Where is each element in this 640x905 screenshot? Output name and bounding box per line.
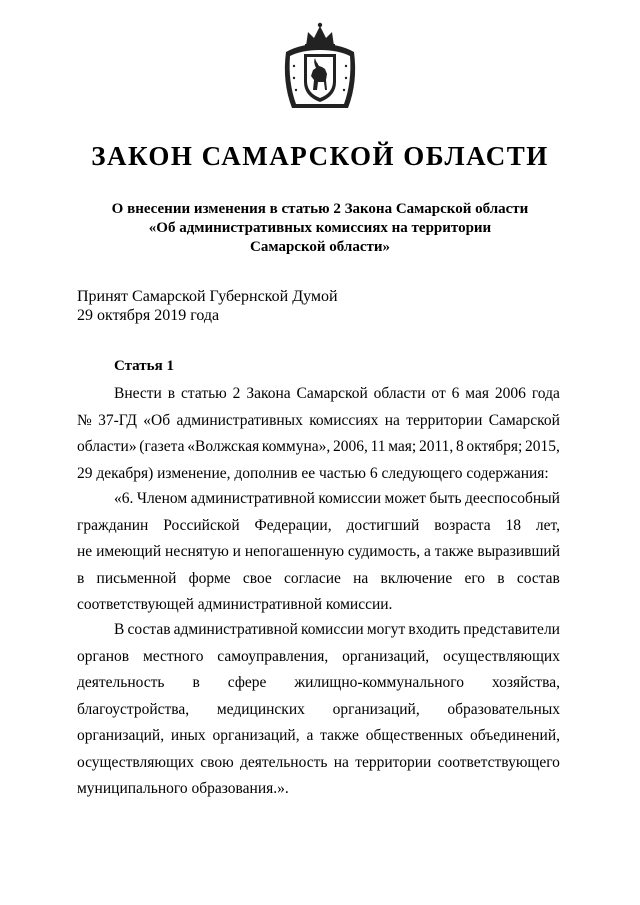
word: организаций, bbox=[77, 727, 165, 744]
article-paragraph-3 bbox=[77, 617, 560, 803]
law-subtitle bbox=[0, 200, 640, 257]
word: организаций, bbox=[332, 700, 420, 718]
article-paragraph-1 bbox=[77, 381, 560, 487]
word: сфере bbox=[227, 674, 267, 691]
word: а bbox=[306, 727, 314, 744]
text-line bbox=[77, 381, 560, 408]
word: (газета bbox=[139, 438, 185, 455]
word: комиссиях bbox=[309, 411, 379, 429]
word: самоуправления, bbox=[217, 647, 329, 665]
word: 37-ГД bbox=[98, 411, 137, 429]
word: жилищно-коммунального bbox=[294, 674, 464, 691]
adoption-date: 29 октября 2019 года bbox=[77, 307, 220, 324]
word: года bbox=[531, 385, 560, 402]
word: гражданин bbox=[77, 516, 149, 534]
word: свою bbox=[200, 753, 234, 771]
word: октября; bbox=[466, 438, 523, 455]
word: включение bbox=[380, 569, 453, 587]
text-line: 29 декабря) изменение, дополнив ее частью 6 следующего содержания: bbox=[77, 464, 549, 482]
text-line: муниципального образования.». bbox=[77, 780, 289, 797]
word: в bbox=[497, 569, 505, 587]
word: в bbox=[77, 569, 85, 587]
word: мая; bbox=[388, 438, 417, 455]
word: не bbox=[77, 543, 93, 560]
word: в bbox=[167, 385, 176, 402]
word: могут bbox=[366, 621, 406, 638]
word: «6. bbox=[114, 490, 134, 507]
word: «Волжская bbox=[187, 438, 260, 455]
word: неснятую bbox=[165, 543, 229, 560]
word: Самарской bbox=[488, 411, 560, 429]
word: осуществляющих bbox=[77, 753, 194, 771]
word: территории bbox=[406, 411, 483, 429]
article-heading: Статья 1 bbox=[114, 358, 174, 374]
subtitle-line: О внесении изменения в статью 2 Закона Самарской области bbox=[111, 201, 529, 217]
word: деятельность bbox=[239, 753, 328, 771]
word: имеющий bbox=[96, 543, 162, 560]
word: на bbox=[333, 753, 349, 771]
word: письменной bbox=[96, 569, 177, 587]
word: № bbox=[77, 411, 92, 429]
word: соответствующего bbox=[437, 753, 560, 771]
law-title: ЗАКОН САМАРСКОЙ ОБЛАСТИ bbox=[91, 141, 549, 171]
word: также bbox=[320, 727, 359, 744]
word: «Об bbox=[143, 411, 171, 429]
word: выразивший bbox=[477, 543, 560, 560]
word: на bbox=[384, 411, 400, 429]
adoption-info bbox=[77, 287, 338, 325]
adoption-body: Принят Самарской Губернской Думой bbox=[77, 288, 338, 305]
word: может bbox=[384, 490, 426, 507]
word: местного bbox=[142, 647, 204, 665]
word: в bbox=[192, 674, 200, 691]
text-line bbox=[77, 750, 560, 777]
word: входить bbox=[408, 621, 461, 638]
word: объединений, bbox=[469, 727, 560, 744]
word: представители bbox=[463, 621, 560, 638]
word: иных bbox=[170, 727, 206, 744]
word: административной bbox=[190, 490, 315, 507]
word: благоустройства, bbox=[77, 700, 190, 718]
coat-of-arms-emblem bbox=[280, 22, 360, 114]
word: и bbox=[232, 543, 241, 560]
word: судимость, bbox=[347, 543, 421, 560]
word: его bbox=[464, 569, 486, 587]
word: Членом bbox=[136, 490, 188, 507]
word: 2006, bbox=[333, 438, 368, 455]
text-line: соответствующей административной комиссии. bbox=[77, 596, 393, 613]
subtitle-line: «Об административных комиссиях на территории bbox=[148, 220, 492, 236]
word: на bbox=[353, 569, 369, 587]
text-line bbox=[77, 539, 560, 566]
word: возраста bbox=[434, 516, 491, 534]
word: В bbox=[114, 621, 125, 638]
word: медицинских bbox=[216, 700, 305, 718]
word: согласие bbox=[284, 569, 341, 587]
text-line bbox=[77, 697, 560, 724]
word: 18 bbox=[505, 516, 521, 534]
word: 2 bbox=[232, 385, 241, 402]
word: статью bbox=[181, 385, 227, 402]
word: области» bbox=[77, 438, 137, 455]
text-line bbox=[77, 408, 560, 435]
word: комиссии bbox=[301, 621, 364, 638]
word: 2006 bbox=[494, 385, 526, 402]
word: 2015, bbox=[524, 438, 560, 455]
word: от bbox=[431, 385, 446, 402]
word: деятельность bbox=[77, 674, 165, 691]
word: также bbox=[434, 543, 474, 560]
word: 11 bbox=[370, 438, 386, 455]
word: административной bbox=[173, 621, 298, 638]
word: 6 bbox=[451, 385, 460, 402]
word: организаций, bbox=[342, 647, 430, 665]
word: организаций, bbox=[212, 727, 300, 744]
word: органов bbox=[77, 647, 130, 665]
word: административных bbox=[176, 411, 303, 429]
word: непогашенную bbox=[244, 543, 345, 560]
word: Закона bbox=[246, 385, 291, 402]
word: образовательных bbox=[447, 700, 560, 718]
word: а bbox=[423, 543, 431, 560]
text-line bbox=[77, 513, 560, 540]
word: Самарской bbox=[296, 385, 368, 402]
text-line bbox=[77, 486, 560, 513]
word: территории bbox=[355, 753, 432, 771]
word: Внести bbox=[114, 385, 162, 402]
word: Российской bbox=[163, 516, 240, 534]
article-paragraph-2 bbox=[77, 486, 560, 619]
word: общественных bbox=[365, 727, 464, 744]
word: Федерации, bbox=[254, 516, 332, 534]
word: области bbox=[373, 385, 426, 402]
word: состав bbox=[516, 569, 560, 587]
text-line bbox=[77, 644, 560, 671]
word: 8 bbox=[455, 438, 464, 455]
word: 2011, bbox=[418, 438, 454, 455]
word: мая bbox=[465, 385, 490, 402]
word: дееспособный bbox=[465, 490, 560, 507]
word: коммуна», bbox=[261, 438, 331, 455]
text-line bbox=[77, 617, 560, 644]
text-line bbox=[77, 434, 560, 461]
word: осуществляющих bbox=[443, 647, 560, 665]
word: быть bbox=[429, 490, 462, 507]
word: форме bbox=[188, 569, 231, 587]
word: комиссии bbox=[318, 490, 382, 507]
word: лет, bbox=[535, 516, 560, 534]
subtitle-line: Самарской области» bbox=[250, 239, 390, 255]
word: достигший bbox=[346, 516, 420, 534]
text-line bbox=[77, 566, 560, 593]
text-line bbox=[77, 723, 560, 750]
word: свое bbox=[242, 569, 272, 587]
word: хозяйства, bbox=[491, 674, 560, 691]
word: состав bbox=[127, 621, 171, 638]
text-line bbox=[77, 670, 560, 697]
